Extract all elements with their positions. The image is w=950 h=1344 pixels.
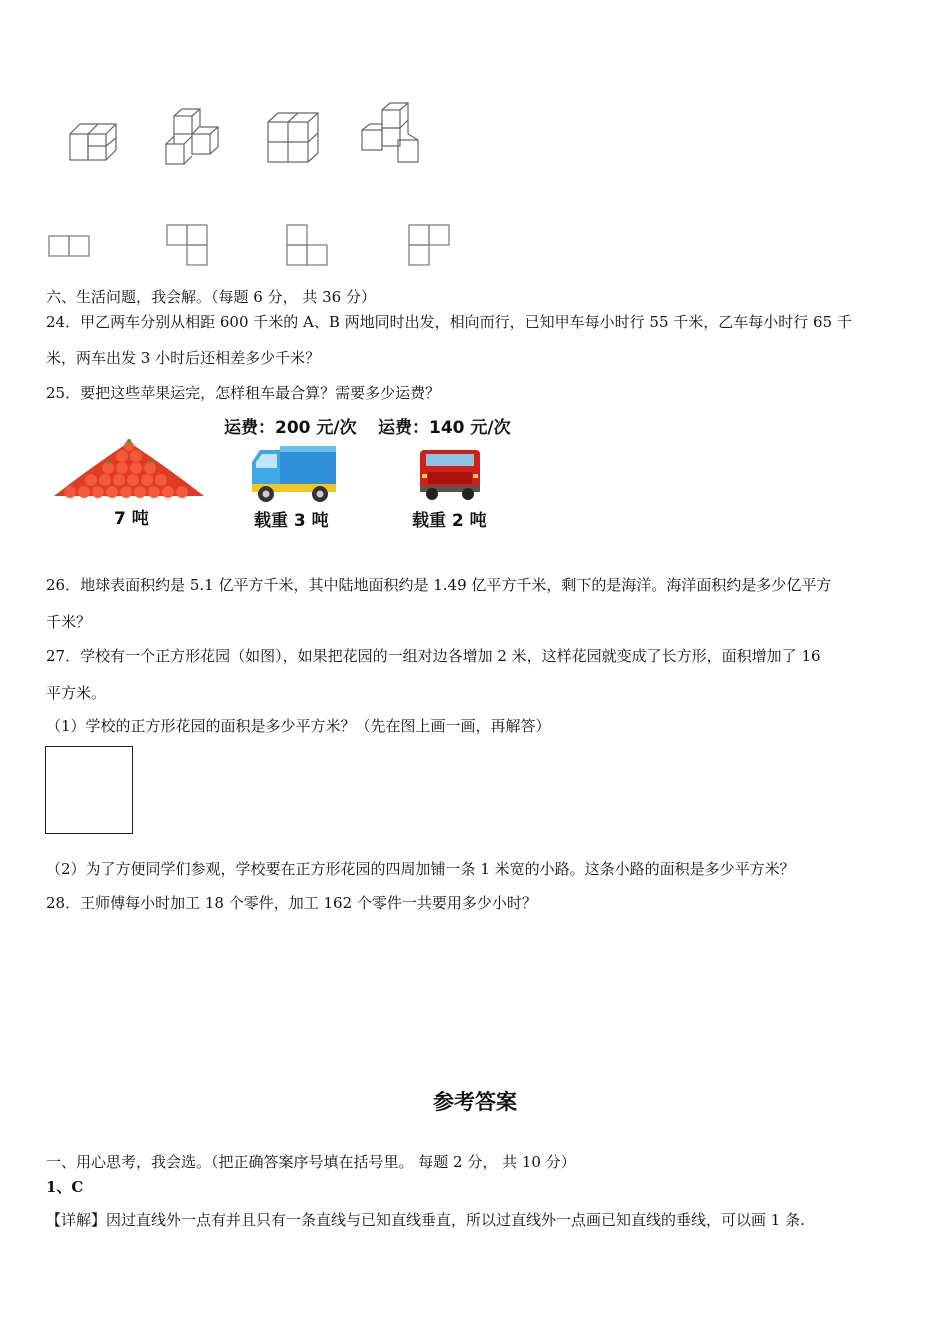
plane-view-2 [166, 224, 210, 268]
answers-section-one: 一、用心思考，我会选。（把正确答案序号填在括号里。 每题 2 分， 共 10 分） [46, 1153, 576, 1171]
blue-truck-image [250, 444, 338, 506]
answer-1-detail: 【详解】因过直线外一点有并且只有一条直线与已知直线垂直，所以过直线外一点画已知直线的垂线，可以画 1 条. [46, 1211, 805, 1229]
square-garden-figure [45, 746, 133, 834]
q27-line2: 平方米。 [46, 684, 107, 702]
q25-text: 25．要把这些苹果运完，怎样租车最合算？需要多少运费？ [46, 384, 441, 402]
plane-view-4 [408, 224, 452, 268]
answer-1: 1、C [46, 1178, 84, 1196]
q26-line1: 26．地球表面积约是 5.1 亿平方千米，其中陆地面积约是 1.49 亿平方千米，剩下的是海洋。海洋面积约是多少亿平方 [46, 576, 832, 594]
section-six-heading: 六、生活问题，我会解。（每题 6 分， 共 36 分） [46, 288, 376, 306]
cube-solid-1 [66, 118, 126, 166]
cube-solid-4 [358, 100, 426, 166]
plane-view-3 [286, 224, 330, 268]
q28-text: 28．王师傅每小时加工 18 个零件，加工 162 个零件一共要用多少小时？ [46, 894, 537, 912]
apples-weight-label: 7 吨 [114, 509, 149, 529]
apple-pile-image [50, 438, 208, 502]
fee-red-truck: 运费：140 元/次 [378, 418, 511, 438]
q27-line1: 27．学校有一个正方形花园（如图），如果把花园的一组对边各增加 2 米，这样花园就变成了长方形，面积增加了 16 [46, 647, 821, 665]
plane-view-1 [48, 235, 92, 257]
cube-solid-2 [162, 106, 226, 168]
q26-line2: 千米？ [46, 613, 92, 631]
answers-title: 参考答案 [433, 1090, 517, 1114]
q27-sub2: （2）为了方便同学们参观，学校要在正方形花园的四周加铺一条 1 米宽的小路。这条小路的面积是多少平方米？ [46, 860, 795, 878]
q27-sub1: （1）学校的正方形花园的面积是多少平方米？（先在图上画一画，再解答） [46, 717, 551, 735]
red-truck-image [414, 446, 486, 502]
fee-blue-truck: 运费：200 元/次 [224, 418, 357, 438]
blue-truck-capacity: 载重 3 吨 [254, 511, 329, 531]
red-truck-capacity: 载重 2 吨 [412, 511, 487, 531]
q24-line2: 米，两车出发 3 小时后还相差多少千米？ [46, 349, 321, 367]
cube-solid-3 [264, 110, 324, 166]
q24-line1: 24．甲乙两车分别从相距 600 千米的 A、B 两地同时出发，相向而行，已知甲车每小时行 55 千米，乙车每小时行 65 千 [46, 313, 852, 331]
